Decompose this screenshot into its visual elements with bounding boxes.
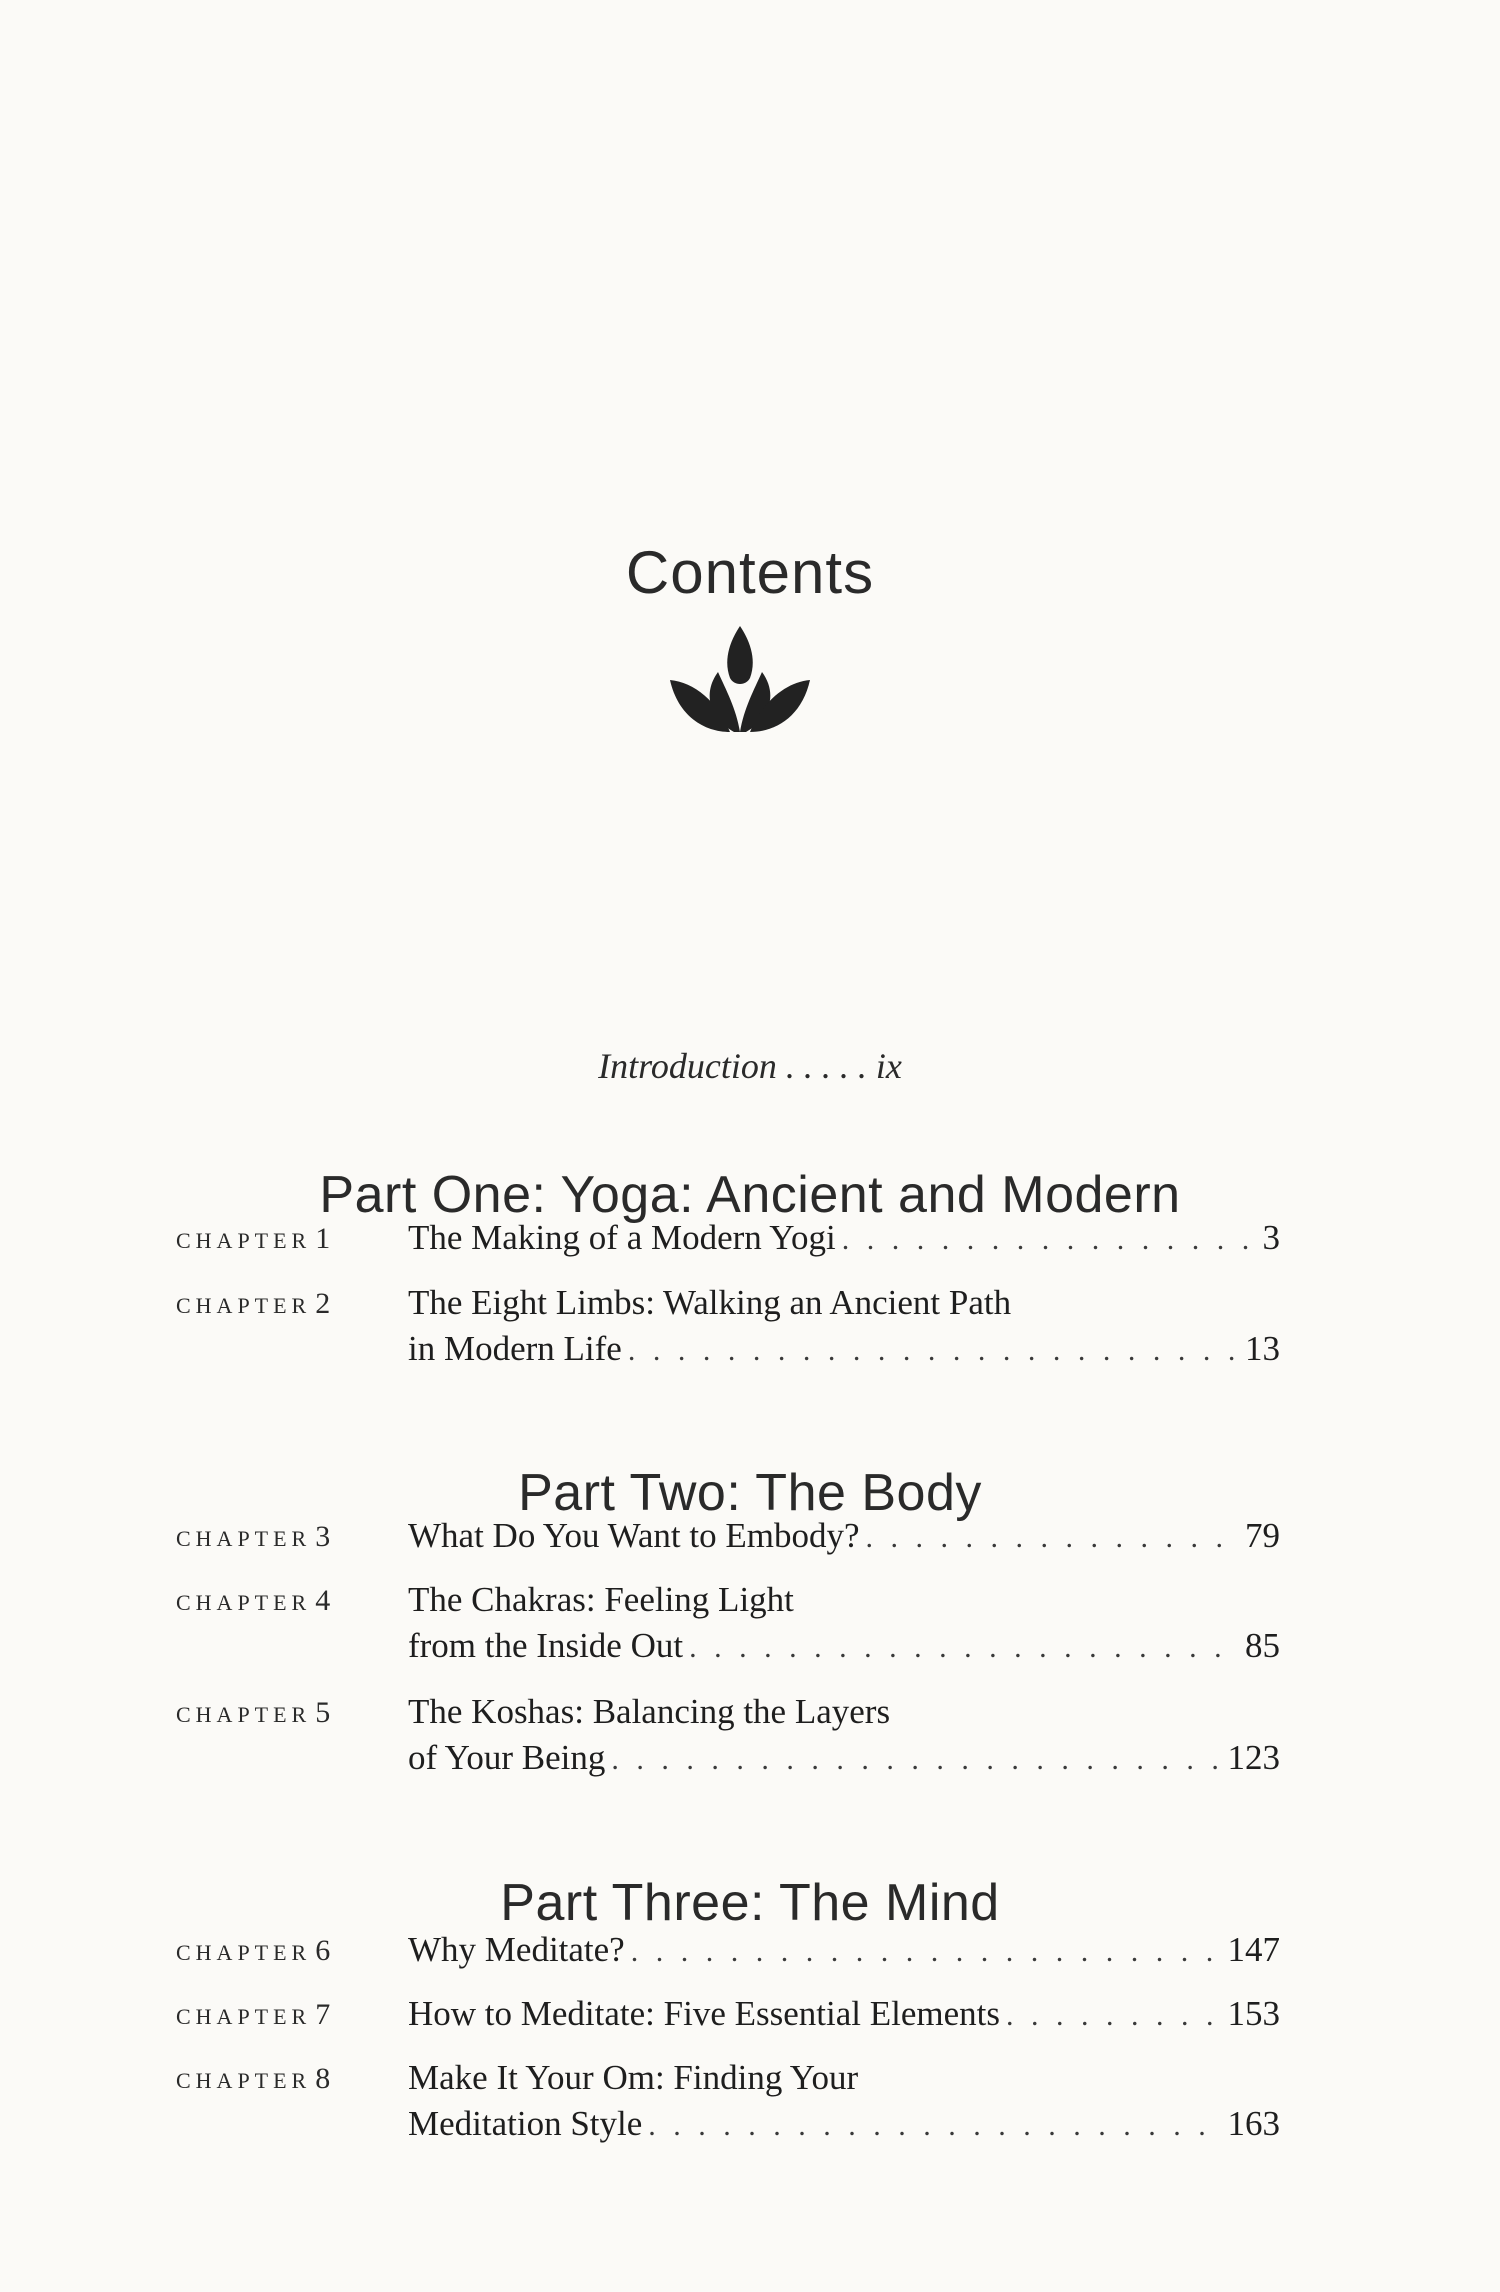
chapter-title-continued: in Modern Life . . . 13 bbox=[408, 1329, 1280, 1369]
chapter-label: CHAPTER 5 bbox=[176, 1696, 331, 1729]
chapter-number: 1 bbox=[315, 1222, 331, 1255]
page-number: 85 bbox=[1245, 1626, 1280, 1665]
dot-leader bbox=[628, 1334, 1239, 1368]
introduction-entry[interactable] bbox=[0, 1045, 1500, 1087]
chapter-number: 7 bbox=[315, 1998, 331, 2031]
chapter-number: 6 bbox=[315, 1934, 331, 1967]
chapter-label: CHAPTER 3 bbox=[176, 1520, 331, 1553]
chapter-number: 5 bbox=[315, 1696, 331, 1729]
chapter-title-continued: from the Inside Out . . . 85 bbox=[408, 1626, 1280, 1666]
page-number: 79 bbox=[1245, 1516, 1280, 1555]
chapter-title: The Making of a Modern Yogi . . . 3 bbox=[408, 1218, 1280, 1258]
page-number: 153 bbox=[1227, 1994, 1280, 2033]
chapter-label: CHAPTER 7 bbox=[176, 1998, 331, 2031]
dot-leader bbox=[648, 2109, 1221, 2143]
chapter-number: 4 bbox=[315, 1584, 331, 1617]
part-three-heading: Part Three: The Mind bbox=[500, 1874, 1000, 1933]
chapter-label: CHAPTER 1 bbox=[176, 1222, 331, 1255]
chapter-number: 8 bbox=[315, 2062, 331, 2095]
introduction-page: ix bbox=[875, 1046, 902, 1086]
chapter-title: How to Meditate: Five Essential Elements . . . 153 bbox=[408, 1994, 1280, 2034]
dot-leader bbox=[842, 1223, 1257, 1257]
chapter-label: CHAPTER 2 bbox=[176, 1287, 331, 1320]
chapter-title: Why Meditate? . . . 147 bbox=[408, 1930, 1280, 1970]
chapter-label: CHAPTER 8 bbox=[176, 2062, 331, 2095]
dot-leader bbox=[631, 1935, 1222, 1969]
page-number: 13 bbox=[1245, 1329, 1280, 1368]
chapter-title: What Do You Want to Embody? . . . 79 bbox=[408, 1516, 1280, 1556]
dot-leader bbox=[689, 1631, 1239, 1665]
page-number: 163 bbox=[1227, 2104, 1280, 2143]
chapter-label: CHAPTER 6 bbox=[176, 1934, 331, 1967]
chapter-title-continued: Meditation Style . . . 163 bbox=[408, 2104, 1280, 2144]
chapter-title: The Chakras: Feeling Light bbox=[408, 1580, 794, 1619]
page-number: 123 bbox=[1227, 1738, 1280, 1777]
dot-leader bbox=[611, 1743, 1221, 1777]
chapter-title: The Koshas: Balancing the Layers bbox=[408, 1692, 891, 1731]
chapter-title: The Eight Limbs: Walking an Ancient Path bbox=[408, 1283, 1012, 1322]
part-one-heading: Part One: Yoga: Ancient and Modern bbox=[319, 1166, 1181, 1225]
chapter-title-continued: of Your Being . . . 123 bbox=[408, 1738, 1280, 1778]
dot-leader bbox=[866, 1521, 1239, 1555]
introduction-leader: . . . . . bbox=[785, 1046, 867, 1086]
part-two-heading: Part Two: The Body bbox=[518, 1464, 982, 1523]
chapter-title: Make It Your Om: Finding Your bbox=[408, 2058, 859, 2097]
lotus-icon bbox=[660, 620, 820, 740]
chapter-label: CHAPTER 4 bbox=[176, 1584, 331, 1617]
introduction-label: Introduction bbox=[598, 1046, 777, 1086]
dot-leader bbox=[1006, 1999, 1222, 2033]
chapter-number: 2 bbox=[315, 1287, 331, 1320]
page-number: 3 bbox=[1262, 1218, 1280, 1257]
chapter-number: 3 bbox=[315, 1520, 331, 1553]
page-title: Contents bbox=[625, 539, 875, 607]
page-number: 147 bbox=[1227, 1930, 1280, 1969]
